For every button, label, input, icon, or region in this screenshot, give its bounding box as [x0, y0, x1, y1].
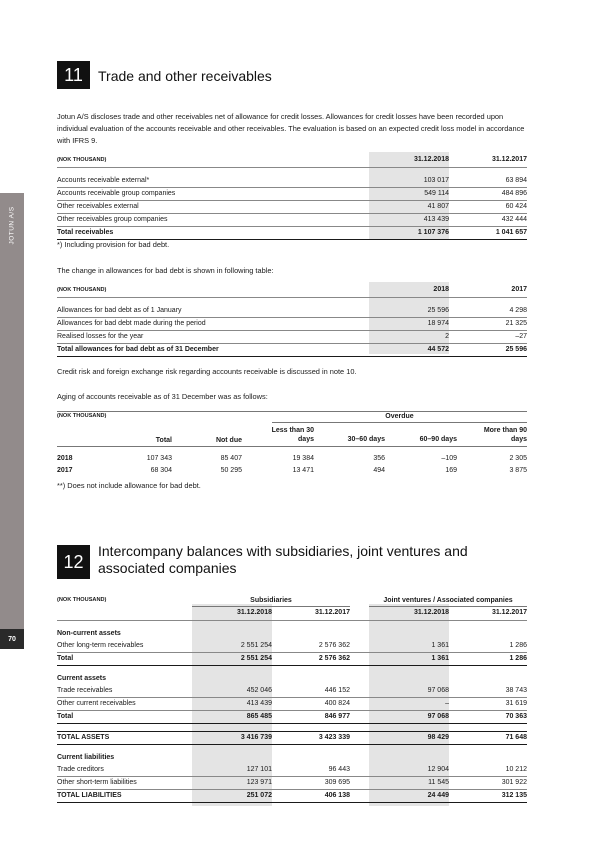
table-row: Other short-term liabilities 123 971 309 695 11 545 301 922 — [57, 777, 527, 790]
total-liabilities-row: TOTAL LIABILITIES 251 072 406 138 24 449 312 135 — [57, 790, 527, 803]
aging-unit: (NOK THOUSAND) — [57, 413, 107, 419]
section-heading: Non-current assets — [57, 630, 121, 637]
aging-header: Total Not due Less than 30 days 30–60 days 60–90 days More than 90 days — [155, 427, 527, 444]
table-row: Trade creditors 127 101 96 443 12 904 10 212 — [57, 764, 527, 777]
section-heading: Current assets — [57, 675, 107, 682]
table-header-row: 31.12.2018 31.12.2017 31.12.2018 31.12.2017 — [57, 606, 527, 621]
sidebar-band — [0, 193, 24, 629]
table-total-row: Total allowances for bad debt as of 31 December 44 572 25 596 — [57, 344, 527, 357]
table-total-row: Total 865 485 846 977 97 068 70 363 — [57, 711, 527, 724]
change-text: The change in allowances for bad debt is shown in following table: — [57, 266, 274, 275]
note-12-number: 12 — [57, 545, 90, 579]
overdue-label: Overdue — [385, 413, 414, 420]
table-row: 2017 68 304 50 295 13 471 494 169 3 875 — [57, 467, 527, 474]
credit-risk-text: Credit risk and foreign exchange risk regarding accounts receivable is discussed in note 10. — [57, 367, 357, 376]
table-row: Realised losses for the year 2 –27 — [57, 331, 527, 344]
footnote-allowance: **) Does not include allowance for bad debt. — [57, 481, 201, 490]
allowance-table — [57, 283, 527, 357]
note-12-title: Intercompany balances with subsidiaries, joint ventures and associated companies — [98, 543, 468, 576]
intercompany-unit: (NOK THOUSAND) — [57, 597, 107, 603]
table-row: Other current receivables 413 439 400 824 – 31 619 — [57, 698, 527, 711]
table-row: Other long-term receivables 2 551 254 2 576 362 1 361 1 286 — [57, 640, 527, 653]
table-header-row: (NOK THOUSAND) 2018 2017 — [57, 283, 527, 298]
total-assets-row: TOTAL ASSETS 3 416 739 3 423 339 98 429 71 648 — [57, 732, 527, 745]
aging-text: Aging of accounts receivable as of 31 December was as follows: — [57, 392, 268, 401]
table-row: Other receivables group companies 413 439 432 444 — [57, 214, 527, 227]
note-11-number: 11 — [57, 61, 90, 89]
group-subsidiaries: Subsidiaries — [250, 597, 292, 604]
page-number: 70 — [0, 629, 24, 649]
aging-table — [57, 453, 527, 477]
table-row: Allowances for bad debt as of 1 January 25 596 4 298 — [57, 305, 527, 318]
section-heading: Current liabilities — [57, 754, 115, 761]
table-row: 2018 107 343 85 407 19 384 356 –109 2 305 — [57, 455, 527, 462]
receivables-table — [57, 153, 527, 240]
note-11-intro: Jotun A/S discloses trade and other receivables net of allowance for credit losses. Allowances for credit losses have been recorded upon individual evaluation of the accounts receivable and other receivables. The evaluation is based on an expected credit loss model in accordance with IFRS 9. — [57, 112, 525, 145]
table-header-row: (NOK THOUSAND) 31.12.2018 31.12.2017 — [57, 153, 527, 168]
table-row: Accounts receivable external* 103 017 63 894 — [57, 175, 527, 188]
table-row: Allowances for bad debt made during the period 18 974 21 325 — [57, 318, 527, 331]
table-total-row: Total receivables 1 107 376 1 041 657 — [57, 227, 527, 240]
table-row: Trade receivables 452 046 446 152 97 068 38 743 — [57, 685, 527, 698]
table-row: Other receivables external 41 807 60 424 — [57, 201, 527, 214]
sidebar-company-label: JOTUN A/S — [8, 205, 16, 245]
table-row: Accounts receivable group companies 549 114 484 896 — [57, 188, 527, 201]
note-11-title: Trade and other receivables — [98, 68, 272, 84]
intercompany-table — [57, 606, 527, 803]
table-total-row: Total 2 551 254 2 576 362 1 361 1 286 — [57, 653, 527, 666]
footnote-bad-debt: *) Including provision for bad debt. — [57, 240, 170, 249]
group-joint-ventures: Joint ventures / Associated companies — [383, 597, 513, 604]
